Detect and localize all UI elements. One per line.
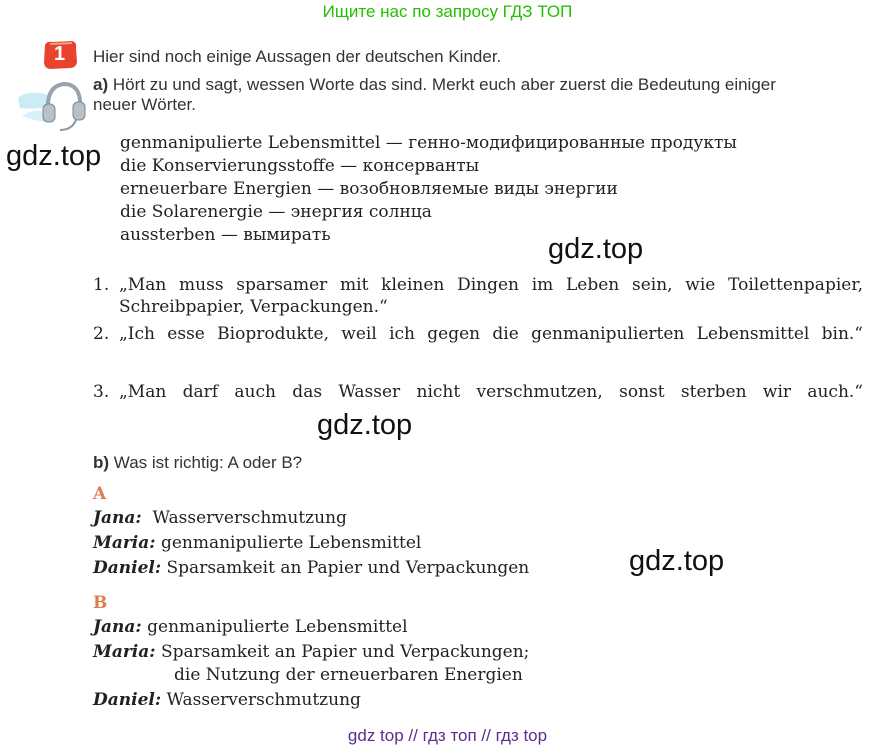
top-banner: Ищите нас по запросу ГДЗ ТОП [322, 2, 573, 21]
child-name: Daniel: [93, 690, 162, 710]
option-a-row [93, 533, 421, 553]
statement-text: „Ich esse Bioprodukte, weil ich gegen die genmanipulierten Lebensmittel bin.“ [119, 324, 863, 344]
topic: genmanipulierte Lebensmittel [160, 533, 422, 553]
statement-1-line2: Schreibpapier, Verpackungen.“ [119, 297, 388, 317]
task-a-line1 [93, 75, 868, 95]
option-b-row [93, 642, 529, 662]
exercise-number-badge [42, 40, 78, 70]
task-b [93, 453, 302, 473]
option-a-row [93, 558, 529, 578]
option-a-row [93, 508, 347, 528]
exercise-number: 1 [54, 43, 66, 65]
statement-number: 3. [93, 382, 110, 402]
headphones-icon [16, 76, 90, 132]
task-a-text: Hört zu und sagt, wessen Worte das sind. Merkt euch aber zuerst die Bedeutung einiger [112, 75, 776, 94]
glossary-item: genmanipulierte Lebensmittel — генно-модифицированные продукты [120, 133, 737, 153]
topic: Wasserverschmutzung [152, 508, 347, 528]
task-a-label: a) [93, 75, 109, 94]
glossary-item: die Solarenergie — энергия солнца [120, 202, 432, 222]
glossary-item: die Konservierungsstoffe — консерванты [120, 156, 480, 176]
glossary-item: aussterben — вымирать [120, 225, 331, 245]
task-a-line2: neuer Wörter. [93, 95, 196, 114]
statement-number: 1. [93, 275, 110, 295]
child-name: Daniel: [93, 558, 162, 578]
topic: Sparsamkeit an Papier und Verpackungen [166, 558, 530, 578]
topic: Sparsamkeit an Papier und Verpackungen; [160, 642, 530, 662]
child-name: Maria: [93, 642, 156, 662]
topic: Wasserverschmutzung [166, 690, 361, 710]
option-b-row [93, 617, 408, 637]
exercise-intro: Hier sind noch einige Aussagen der deutschen Kinder. [93, 47, 502, 66]
watermark: gdz.top [548, 233, 644, 265]
option-b-row [93, 690, 361, 710]
watermark: gdz.top [317, 409, 413, 441]
child-name: Jana: [93, 617, 142, 637]
statement-text: „Man darf auch das Wasser nicht verschmutzen, sonst sterben wir auch.“ [119, 382, 863, 402]
statement-2 [93, 322, 863, 346]
option-b-row-continuation: die Nutzung der erneuerbaren Energien [174, 665, 523, 685]
footer-links: gdz top // гдз топ // гдз top [347, 726, 548, 745]
child-name: Maria: [93, 533, 156, 553]
glossary-item: erneuerbare Energien — возобновляемые виды энергии [120, 179, 618, 199]
statement-1-line1 [93, 273, 863, 297]
watermark: gdz.top [6, 140, 102, 172]
topic: genmanipulierte Lebensmittel [147, 617, 408, 637]
option-b-label: B [93, 593, 108, 613]
statement-number: 2. [93, 324, 110, 344]
task-b-label: b) [93, 453, 110, 472]
option-a-label: A [93, 484, 107, 504]
task-b-question: Was ist richtig: A oder B? [113, 453, 303, 472]
child-name: Jana: [93, 508, 142, 528]
statement-3 [93, 380, 863, 404]
statement-text: „Man muss sparsamer mit kleinen Dingen im Leben sein, wie Toilettenpapier, [119, 275, 863, 295]
watermark: gdz.top [629, 545, 725, 577]
